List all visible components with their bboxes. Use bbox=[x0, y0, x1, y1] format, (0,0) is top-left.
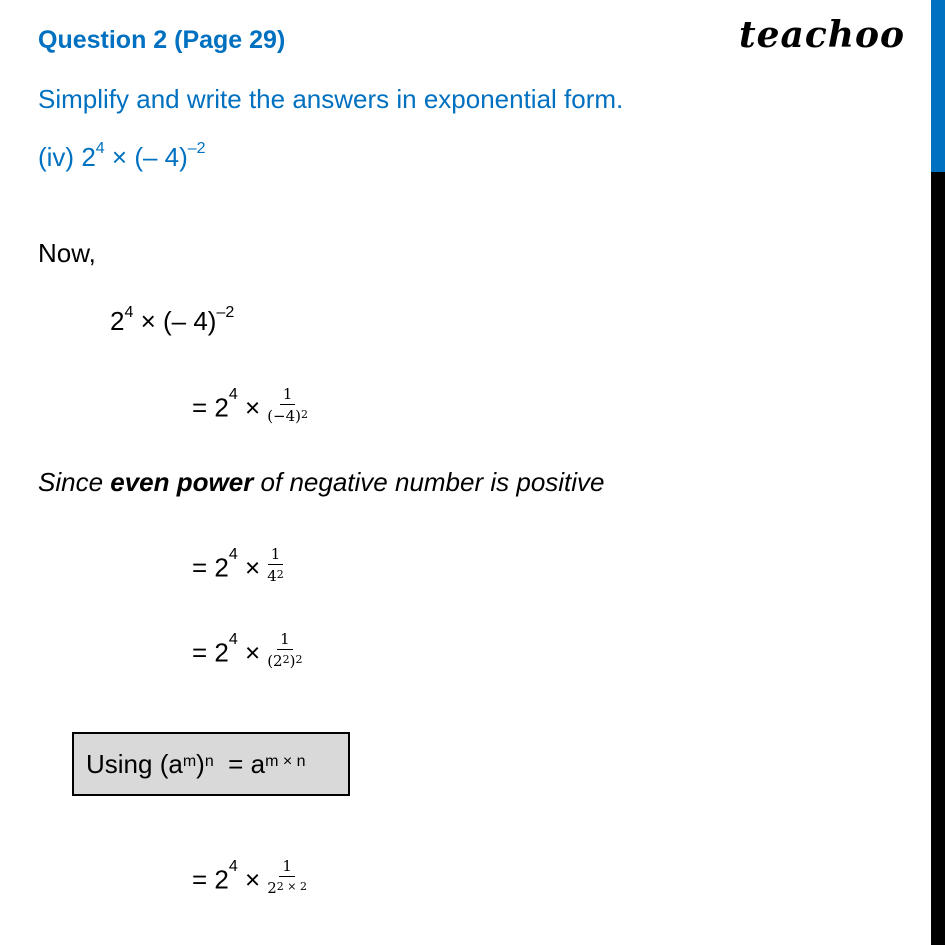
part-base: (iv) 2 bbox=[38, 142, 96, 172]
lhs: = 2 bbox=[192, 864, 229, 895]
fraction bbox=[264, 544, 287, 587]
expr-exp2: –2 bbox=[216, 304, 235, 321]
times: × bbox=[237, 552, 261, 583]
den-inner-exp: 2 bbox=[282, 653, 290, 666]
exp: 4 bbox=[228, 858, 238, 875]
step-3 bbox=[192, 630, 305, 676]
den-exp: 2 bbox=[301, 408, 309, 421]
teachoo-logo: teachoo bbox=[739, 14, 905, 56]
note-bold: even power bbox=[110, 467, 254, 497]
den-exp: 2 × 2 bbox=[276, 880, 307, 893]
part-mid: × (– 4) bbox=[104, 142, 188, 172]
denominator bbox=[264, 405, 311, 427]
rule-m: m bbox=[182, 753, 197, 770]
part-exp: 4 bbox=[95, 140, 105, 157]
expr-mid: × (– 4) bbox=[133, 306, 217, 336]
rule-box bbox=[72, 732, 350, 796]
note-pre: Since bbox=[38, 467, 111, 497]
times: × bbox=[237, 637, 261, 668]
denominator bbox=[264, 877, 310, 899]
numerator: 1 bbox=[268, 544, 284, 565]
step-1 bbox=[192, 385, 311, 431]
now-text: Now, bbox=[38, 238, 96, 268]
expression bbox=[110, 306, 234, 337]
lhs: = 2 bbox=[192, 552, 229, 583]
part-label bbox=[38, 142, 206, 173]
expr-exp: 4 bbox=[124, 304, 134, 321]
step-4 bbox=[192, 857, 310, 903]
numerator: 1 bbox=[277, 629, 293, 650]
den-exp: 2 bbox=[276, 568, 284, 581]
exp: 4 bbox=[228, 546, 238, 563]
numerator: 1 bbox=[279, 856, 295, 877]
rule-n: n bbox=[204, 753, 214, 770]
den-base: 4 bbox=[267, 567, 277, 585]
denominator bbox=[264, 565, 287, 587]
times: × bbox=[237, 864, 261, 895]
lhs: = 2 bbox=[192, 392, 229, 423]
rule-pre: Using (a bbox=[86, 749, 183, 779]
exp: 4 bbox=[228, 386, 238, 403]
fraction bbox=[264, 856, 310, 899]
den-base: 2 bbox=[267, 879, 277, 897]
denominator bbox=[264, 650, 305, 672]
note-post: of negative number is positive bbox=[253, 467, 605, 497]
numerator: 1 bbox=[280, 384, 296, 405]
lhs: = 2 bbox=[192, 637, 229, 668]
question-title: Question 2 (Page 29) bbox=[38, 26, 286, 54]
exp: 4 bbox=[228, 631, 238, 648]
fraction bbox=[264, 629, 305, 672]
times: × bbox=[237, 392, 261, 423]
den-base: (2 bbox=[267, 652, 283, 670]
scrollbar-track[interactable] bbox=[931, 172, 945, 945]
rule-mid: ) bbox=[196, 749, 205, 779]
fraction bbox=[264, 384, 311, 427]
den-exp: 2 bbox=[295, 653, 303, 666]
step-2 bbox=[192, 545, 287, 591]
prompt-text: Simplify and write the answers in exponential form. bbox=[38, 84, 624, 114]
scrollbar-thumb[interactable] bbox=[931, 0, 945, 172]
note-text bbox=[38, 467, 605, 498]
part-exp2: –2 bbox=[187, 140, 206, 157]
rule-eq: = a bbox=[213, 749, 266, 779]
den-close: ) bbox=[289, 652, 296, 670]
rule-rhs-exp: m × n bbox=[265, 753, 306, 770]
expr-base: 2 bbox=[110, 306, 125, 336]
den-base: (−4) bbox=[267, 407, 302, 425]
